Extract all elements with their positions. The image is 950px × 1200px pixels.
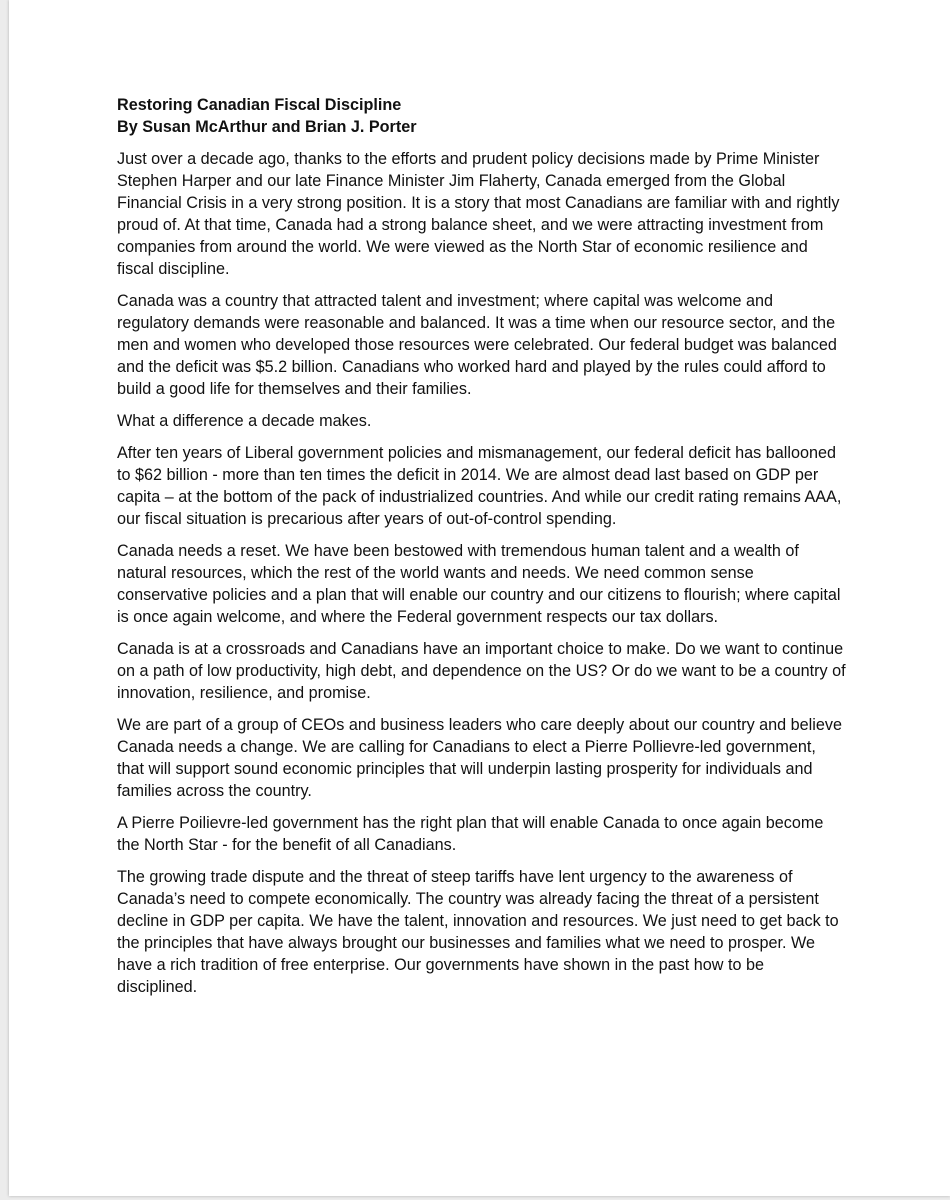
document-title: Restoring Canadian Fiscal Discipline xyxy=(117,96,402,114)
paragraph-2: Canada was a country that attracted talent and investment; where capital was welcome and regulatory demands were reasonable and balanced. It was a time when our resource sector, and the men and women who developed those resources were celebrated. Our federal budget was balanced and the deficit was $5.2 billion. Canadians who worked hard and played by the rules could afford to build a good life for themselves and their families. xyxy=(117,292,837,398)
paragraph-1: Just over a decade ago, thanks to the efforts and prudent policy decisions made by Prime Minister Stephen Harper and our late Finance Minister Jim Flaherty, Canada emerged from the Global Financial Crisis in a very strong position. It is a story that most Canadians are familiar with and rightly proud of. At that time, Canada had a strong balance sheet, and we were attracting investment from companies from around the world. We were viewed as the North Star of economic resilience and fiscal discipline. xyxy=(117,150,840,278)
paragraph-8: A Pierre Poilievre-led government has the right plan that will enable Canada to once again become the North Star - for the benefit of all Canadians. xyxy=(117,814,824,854)
paragraph-3: What a difference a decade makes. xyxy=(117,412,372,430)
document-byline: By Susan McArthur and Brian J. Porter xyxy=(117,118,417,136)
paragraph-7: We are part of a group of CEOs and business leaders who care deeply about our country and believe Canada needs a change. We are calling for Canadians to elect a Pierre Pollievre-led government, that will support sound economic principles that will underpin lasting prosperity for individuals and families across the country. xyxy=(117,716,842,800)
paragraph-4: After ten years of Liberal government policies and mismanagement, our federal deficit has ballooned to $62 billion - more than ten times the deficit in 2014. We are almost dead last based on GDP per capita – at the bottom of the pack of industrialized countries. And while our credit rating remains AAA, our fiscal situation is precarious after years of out-of-control spending. xyxy=(117,444,842,528)
paragraph-6: Canada is at a crossroads and Canadians have an important choice to make. Do we want to continue on a path of low productivity, high debt, and dependence on the US? Or do we want to be a country of innovation, resilience, and promise. xyxy=(117,640,846,702)
paragraph-5: Canada needs a reset. We have been bestowed with tremendous human talent and a wealth of natural resources, which the rest of the world wants and needs. We need common sense conservative policies and a plan that will enable our country and our citizens to flourish; where capital is once again welcome, and where the Federal government respects our tax dollars. xyxy=(117,542,841,626)
document-page xyxy=(9,0,950,1196)
paragraph-9: The growing trade dispute and the threat of steep tariffs have lent urgency to the awareness of Canada’s need to compete economically. The country was already facing the threat of a persistent decline in GDP per capita. We have the talent, innovation and resources. We just need to get back to the principles that have always brought our businesses and families what we need to prosper. We have a rich tradition of free enterprise. Our governments have shown in the past how to be disciplined. xyxy=(117,868,839,996)
document-body xyxy=(117,94,847,1008)
